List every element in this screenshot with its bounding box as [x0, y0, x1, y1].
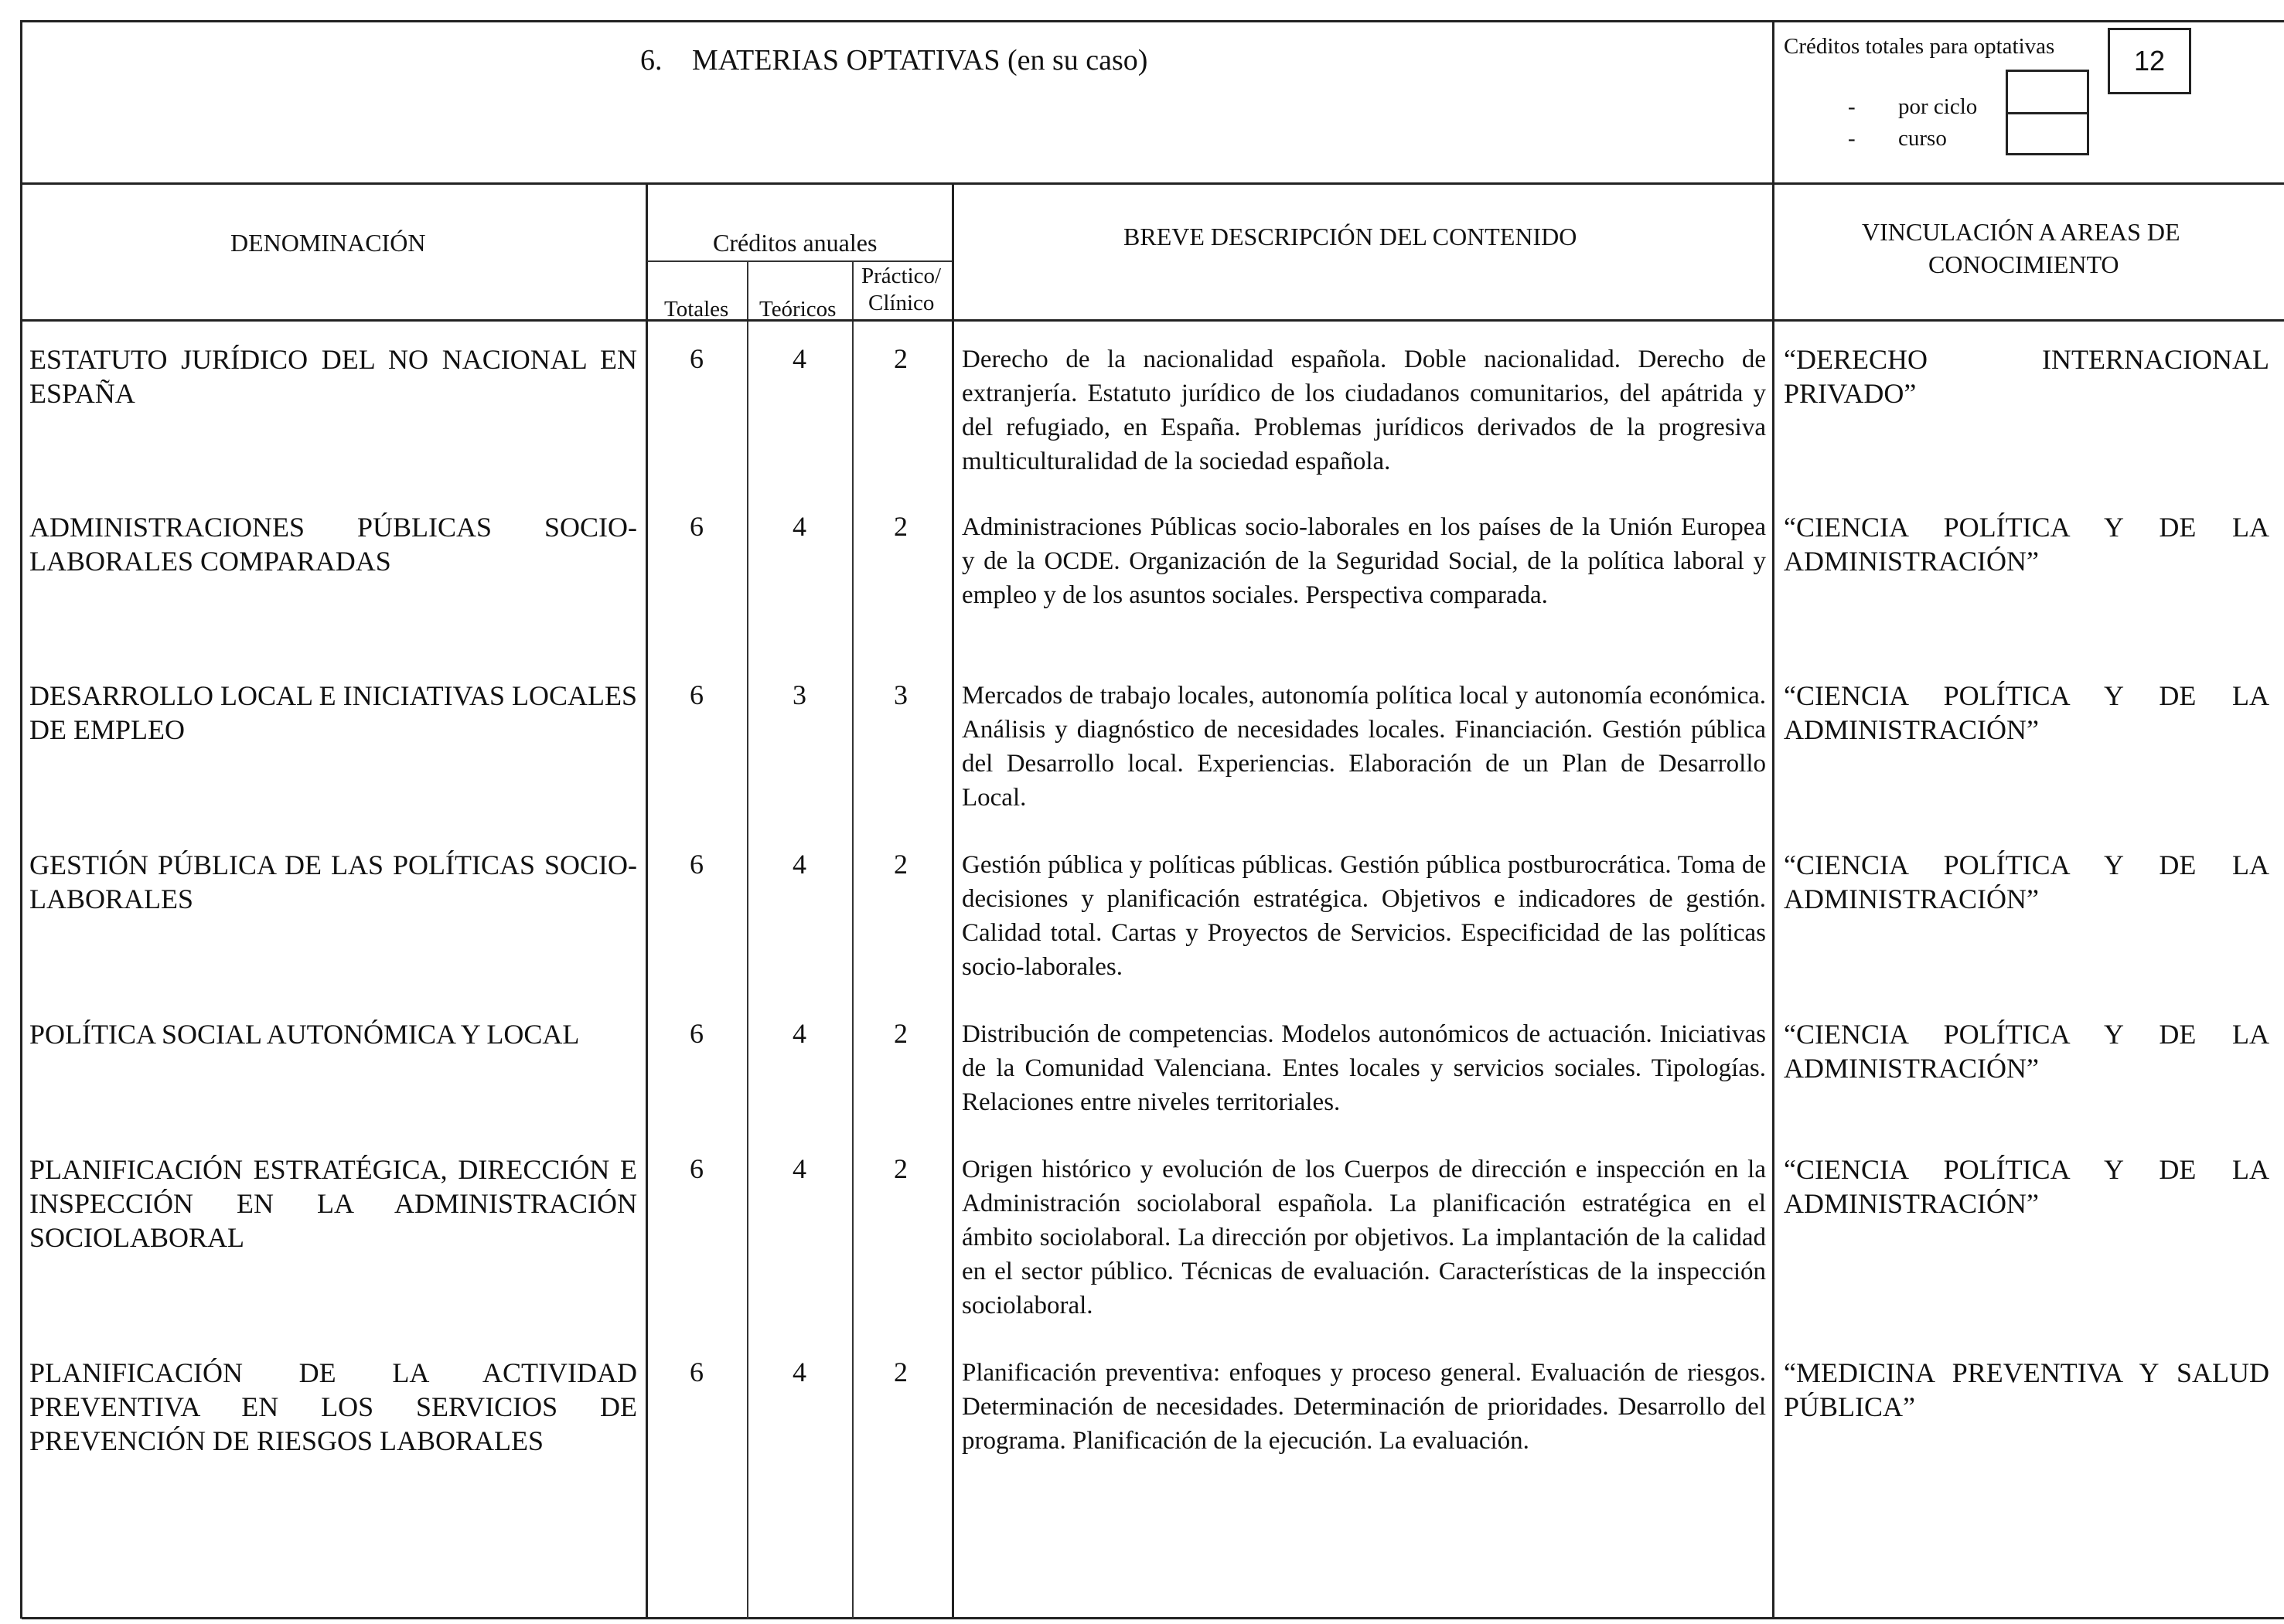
- col-head-practico: Práctico/: [861, 264, 942, 288]
- col-head-vinculacion-2: CONOCIMIENTO: [1928, 250, 2119, 278]
- col-head-clinico: Clínico: [868, 291, 935, 315]
- credits-totales: 6: [690, 1357, 704, 1387]
- credits-teoricos: 4: [793, 849, 806, 880]
- credits-practicos: 2: [894, 1018, 908, 1049]
- knowledge-area: “CIENCIA POLÍTICA Y DE LA ADMINISTRACIÓN”: [1784, 680, 2269, 745]
- column-head-bottom-line: [22, 319, 2284, 322]
- credits-teoricos: 4: [793, 511, 806, 542]
- per-cycle-label: por ciclo: [1898, 94, 1978, 119]
- knowledge-area: “CIENCIA POLÍTICA Y DE LA ADMINISTRACIÓN”: [1784, 512, 2269, 577]
- credits-teoricos: 4: [793, 1357, 806, 1387]
- subject-description: Planificación preventiva: enfoques y proceso general. Evaluación de riesgos. Determinación de necesidades. Determinación de prioridades. Desarrollo del programa. Planificación de la ejecución. La evaluación.: [962, 1359, 1766, 1455]
- knowledge-area: “MEDICINA PREVENTIVA Y SALUD PÚBLICA”: [1784, 1357, 2269, 1422]
- subject-name: PLANIFICACIÓN DE LA ACTIVIDAD PREVENTIVA EN LOS SERVICIOS DE PREVENCIÓN DE RIESGOS LABORALES: [29, 1357, 637, 1456]
- col-divider-1: [646, 184, 648, 1619]
- subject-description: Gestión pública y políticas públicas. Gestión pública postburocrática. Toma de decisiones y planificación estratégica. Objetivos e indicadores de gestión. Calidad total. Cartas y Proyectos de Servicios. Especificidad de las políticas socio-laborales.: [962, 851, 1766, 981]
- per-cycle-box: [2006, 70, 2089, 114]
- credits-totales: 6: [690, 849, 704, 880]
- header-divider: [1772, 20, 1774, 1619]
- subject-name: DESARROLLO LOCAL E INICIATIVAS LOCALES DE EMPLEO: [29, 680, 637, 745]
- knowledge-area: “DERECHO INTERNACIONAL PRIVADO”: [1784, 344, 2269, 409]
- subject-description: Administraciones Públicas socio-laborales en los países de la Unión Europea y de la OCDE. Organización de la Seguridad Social, de la política laboral y empleo y de los asuntos sociales. Perspectiva comparada.: [962, 513, 1766, 609]
- credits-subhead-line: [647, 260, 952, 262]
- credits-total-label: Créditos totales para optativas: [1784, 34, 2055, 59]
- per-course-label: curso: [1898, 126, 1947, 151]
- col-head-descripcion: BREVE DESCRIPCIÓN DEL CONTENIDO: [1123, 223, 1577, 250]
- table-border-bottom: [22, 1617, 2284, 1619]
- subject-name: ADMINISTRACIONES PÚBLICAS SOCIO-LABORALES COMPARADAS: [29, 512, 637, 577]
- credits-practicos: 2: [894, 343, 908, 374]
- subject-description: Origen histórico y evolución de los Cuerpos de dirección e inspección en la Administración sociolaboral española. La planificación estratégica en el ámbito sociolaboral. La dirección por objetivos. La implantación de la calidad en el sector público. Técnicas de evaluación. Características de la inspección sociolaboral.: [962, 1156, 1766, 1319]
- knowledge-area: “CIENCIA POLÍTICA Y DE LA ADMINISTRACIÓN”: [1784, 849, 2269, 914]
- col-divider-teoricos: [852, 260, 854, 1619]
- subject-description: Derecho de la nacionalidad española. Doble nacionalidad. Derecho de extranjería. Estatuto jurídico de los ciudadanos comunitarios, del apátrida y del refugiado, en España. Problemas jurídicos derivados de la progresiva multiculturalidad de la sociedad española.: [962, 346, 1766, 475]
- subject-name: GESTIÓN PÚBLICA DE LAS POLÍTICAS SOCIO-LABORALES: [29, 849, 637, 914]
- subject-name: PLANIFICACIÓN ESTRATÉGICA, DIRECCIÓN E INSPECCIÓN EN LA ADMINISTRACIÓN SOCIOLABORAL: [29, 1154, 637, 1253]
- header-bottom-line: [22, 182, 2284, 185]
- per-course-box: [2006, 112, 2089, 155]
- col-divider-desc: [952, 184, 954, 1619]
- col-head-creditos-anuales: Créditos anuales: [713, 229, 878, 257]
- subject-name: POLÍTICA SOCIAL AUTONÓMICA Y LOCAL: [29, 1019, 580, 1050]
- subject-name: ESTATUTO JURÍDICO DEL NO NACIONAL EN ESPAÑA: [29, 344, 637, 409]
- credits-practicos: 2: [894, 1357, 908, 1387]
- col-head-denominacion: DENOMINACIÓN: [230, 229, 426, 257]
- credits-practicos: 3: [894, 679, 908, 710]
- credits-total-box: [2108, 28, 2191, 94]
- credits-totales: 6: [690, 679, 704, 710]
- section-number: 6.: [640, 44, 663, 77]
- credits-practicos: 2: [894, 1153, 908, 1184]
- table-border-left: [20, 20, 22, 1619]
- credits-teoricos: 3: [793, 679, 806, 710]
- credits-practicos: 2: [894, 849, 908, 880]
- credits-total-value: 12: [2133, 45, 2166, 77]
- col-divider-totales: [747, 260, 748, 1619]
- col-head-vinculacion-1: VINCULACIÓN A AREAS DE: [1862, 218, 2180, 246]
- subject-description: Mercados de trabajo locales, autonomía política local y autonomía económica. Análisis y diagnóstico de necesidades locales. Financiación. Gestión pública del Desarrollo local. Experiencias. Elaboración de un Plan de Desarrollo Local.: [962, 682, 1766, 812]
- per-course-bullet: -: [1848, 126, 1856, 151]
- col-head-teoricos: Teóricos: [759, 297, 837, 322]
- credits-teoricos: 4: [793, 1153, 806, 1184]
- credits-totales: 6: [690, 511, 704, 542]
- credits-teoricos: 4: [793, 1018, 806, 1049]
- table-border-top: [22, 20, 2284, 22]
- subject-description: Distribución de competencias. Modelos autonómicos de actuación. Iniciativas de la Comunidad Valenciana. Entes locales y servicios sociales. Tipologías. Relaciones entre niveles territoriales.: [962, 1020, 1766, 1116]
- col-head-totales: Totales: [664, 297, 729, 322]
- knowledge-area: “CIENCIA POLÍTICA Y DE LA ADMINISTRACIÓN”: [1784, 1154, 2269, 1219]
- knowledge-area: “CIENCIA POLÍTICA Y DE LA ADMINISTRACIÓN”: [1784, 1019, 2269, 1084]
- credits-practicos: 2: [894, 511, 908, 542]
- credits-totales: 6: [690, 1153, 704, 1184]
- section-title: MATERIAS OPTATIVAS (en su caso): [692, 44, 1148, 77]
- credits-teoricos: 4: [793, 343, 806, 374]
- credits-totales: 6: [690, 1018, 704, 1049]
- per-cycle-bullet: -: [1848, 94, 1856, 119]
- credits-totales: 6: [690, 343, 704, 374]
